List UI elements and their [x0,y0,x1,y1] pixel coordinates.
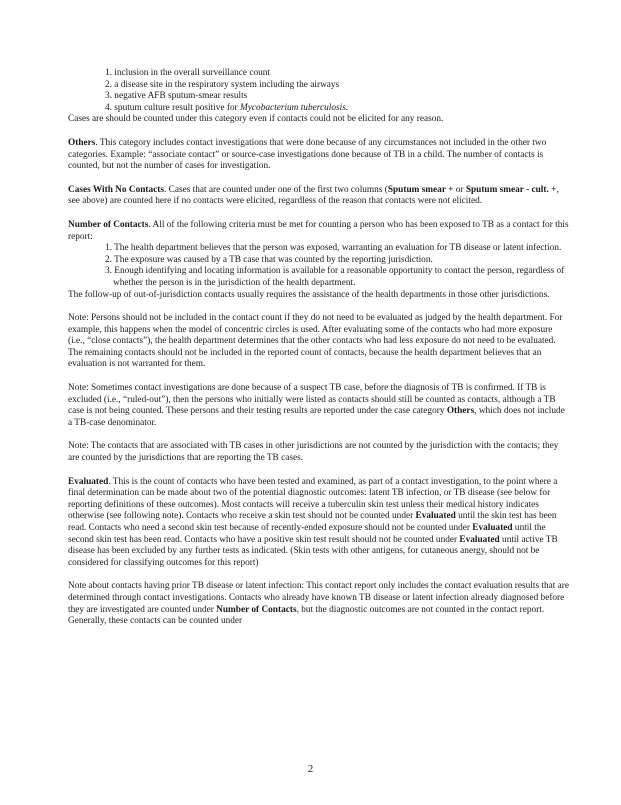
cases-no-contacts-term: Cases With No Contacts [68,184,164,195]
evaluated-term: Evaluated [459,534,500,545]
list-item: 2. The exposure was caused by a TB case that was counted by the reporting jurisdiction. [105,254,433,265]
paragraph-text: until active TB disease has been excluded by any further tests as indicated. (Skin tests with other antigens, for cutaneous anergy, should not be considered for classifying outcomes for this report) [68,534,558,568]
paragraph-text: until the second skin test has been read. Contacts who have a positive skin test result should not be counted under [68,523,546,545]
note-concentric-circles: Note: Persons should not be included in the contact count if they do not need to be evaluated as judged by the health department. For example, this happens when the model of concentric circles is used. After evaluating some of the contacts who had more exposure (i.e., “close contacts”), the health department determines that the other contacts who had less exposure do not need to be evaluated. The remaining contacts should not be included in the reported count of contacts, because the health department believes that an evaluation is not warranted for them. [68,313,563,370]
list-item: 1. The health department believes that the person was exposed, warranting an evaluation for TB disease or latent infection. [105,243,562,254]
evaluated-paragraph [68,477,571,570]
others-text: . This category includes contact investigations that were done because of any circumstances not included in the other two categories. Example: “associate contact” or source-case investigations done because of TB in a child. The number of contacts is counted, but not the number of cases for investigation. [68,137,547,172]
followup-text: The follow-up of out-of-jurisdiction contacts usually requires the assistance of the health departments in those other jurisdictions. [68,289,550,300]
sputum-culture-term: Sputum smear - cult. + [465,184,557,195]
page-number: 2 [307,763,314,775]
evaluated-term: Evaluated [68,476,109,487]
number-of-contacts-term: Number of Contacts [216,604,297,615]
list-item: 2. a disease site in the respiratory system including the airways [105,79,340,90]
evaluated-term: Evaluated [415,511,456,522]
list-item: 1. inclusion in the overall surveillance count [105,68,270,78]
cases-no-contacts-paragraph [68,185,571,208]
note-prior-tb [68,581,571,627]
paragraph-text: , but the diagnostic outcomes are not counted in the contact report. Generally, these contacts can be counted under [68,604,545,627]
paragraph-text: Note: Sometimes contact investigations are done because of a suspect TB case, before the diagnosis of TB is confirmed. If TB is excluded (i.e., “ruled-out”), then the persons who initially were listed as contacts should still be counted as contacts, although a TB case is not being counted. These persons and their testing results are reported under the case category [68,383,556,417]
sputum-smear-term: Sputum smear + [387,184,454,195]
note-suspect-case [68,383,571,429]
others-term: Others [446,406,475,417]
paragraph-text: or [453,184,466,195]
cases-note: Cases are should be counted under this category even if contacts could not be elicited for any reason. [68,114,444,125]
others-paragraph [68,138,571,173]
list-item: 3. Enough identifying and locating information is available for a reasonable opportunity to contact the person, regardless of whether the person is in the jurisdiction of the health department. [105,266,565,288]
paragraph-text: Note about contacts having prior TB disease or latent infection: This contact report only includes the contact evaluation results that are determined through contact investigations. Contacts who already have known TB disease or latent infection already diagnosed before they are investigated are counted under [68,581,570,615]
organism-name: Mycobacterium tuberculosis. [240,102,349,113]
criteria-list [105,68,571,114]
number-of-contacts-term: Number of Contacts [68,219,149,230]
note-other-jurisdictions: Note: The contacts that are associated with TB cases in other jurisdictions are not counted by the jurisdiction with the contacts; they are counted by the jurisdictions that are reporting the TB cases. [68,441,559,464]
list-item: 3. negative AFB sputum-smear results [105,91,248,102]
paragraph-text: . All of the following criteria must be met for counting a person who has been exposed to TB as a contact for this report: [68,219,569,242]
paragraph-text: , see above) are counted here if no contacts were elicited, regardless of the reason that contacts were not elicited. [68,184,559,207]
contact-criteria-list [105,243,571,289]
paragraph-text: , which does not include a TB-case denominator. [68,406,565,428]
evaluated-term: Evaluated [472,523,513,533]
number-of-contacts-paragraph [68,220,571,243]
paragraph-text: until the skin test has been read. Contacts who need a second skin test because of recently-ended exposure should not be counted under [68,511,557,533]
paragraph-text: . This is the count of contacts who have been tested and examined, as part of a contact investigation, to the point where a final determination can be made about two of the potential diagnostic outcomes: latent TB infection, or TB disease (see below for reporting definitions of these outcomes). Most contacts will receive a tuberculin skin test unless their medical history indicates otherwise (see following note). Contacts who receive a skin test should not be counted under [68,476,558,522]
list-item [105,103,571,115]
others-term: Others [68,137,96,148]
list-item-text: 4. sputum culture result positive for [105,102,241,113]
paragraph-text: . Cases that are counted under one of the first two columns ( [164,184,388,195]
